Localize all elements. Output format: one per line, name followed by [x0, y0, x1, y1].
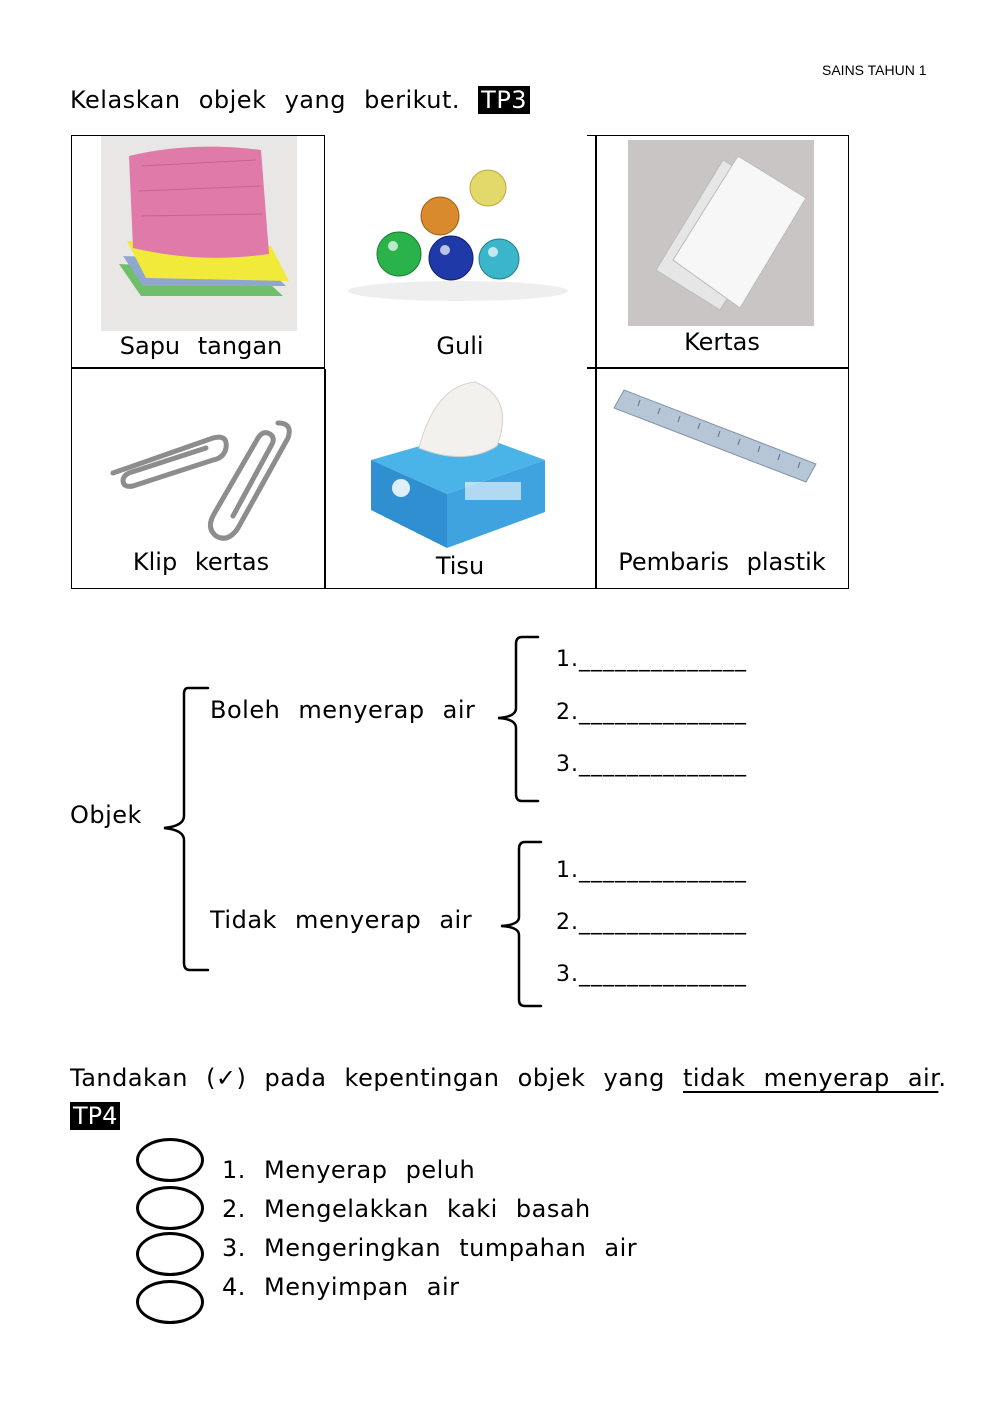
- object-grid: [71, 135, 849, 589]
- tick-bubble[interactable]: [136, 1186, 204, 1230]
- plastic-ruler-icon: [610, 382, 820, 492]
- instruction-tick: Tandakan (✓) pada kepentingan objek yang tidak menyerap air.: [70, 1064, 947, 1092]
- answer-blank[interactable]: 3.______________: [556, 962, 747, 987]
- lower-brace: [501, 842, 541, 1006]
- group-label-absorbs: Boleh menyerap air: [210, 696, 476, 724]
- instruction-classify: [70, 86, 530, 114]
- tp4-badge: TP4: [70, 1102, 120, 1130]
- object-label: Klip kertas: [132, 548, 270, 576]
- tp3-badge: TP3: [478, 86, 530, 114]
- object-cell-tissue: [325, 368, 595, 594]
- object-label: Guli: [436, 332, 484, 360]
- instruction-text: Kelaskan objek yang berikut.: [70, 86, 461, 114]
- object-cell-marbles: [325, 136, 595, 362]
- object-cell-handkerchief: [72, 136, 330, 362]
- object-label: Kertas: [684, 328, 760, 356]
- tick-bubble[interactable]: [136, 1232, 204, 1276]
- main-brace: [164, 688, 208, 970]
- object-label: Tisu: [435, 552, 485, 580]
- answer-blank[interactable]: 2.______________: [556, 700, 747, 725]
- handkerchief-stack-icon: [101, 136, 297, 331]
- classification-root: Objek: [70, 801, 142, 829]
- object-label: Pembaris plastik: [618, 548, 826, 576]
- classification-braces: [0, 620, 1000, 1020]
- paper-sheets-icon: [628, 140, 814, 326]
- object-cell-ruler: [596, 368, 848, 594]
- object-label: Sapu tangan: [119, 332, 283, 360]
- tp4-badge-wrap: [70, 1102, 120, 1130]
- option-item: 1. Menyerap peluh: [222, 1156, 476, 1184]
- answer-blank[interactable]: 3.______________: [556, 752, 747, 777]
- tissue-box-icon: [365, 376, 555, 548]
- tick-bubble[interactable]: [136, 1138, 204, 1182]
- group-label-not-absorbs: Tidak menyerap air: [210, 906, 473, 934]
- marbles-icon: [333, 156, 583, 306]
- instruction-emphasis: tidak menyerap air: [683, 1064, 939, 1092]
- upper-brace: [498, 637, 538, 801]
- object-cell-paper-clips: [72, 368, 330, 594]
- instruction-text: Tandakan (✓) pada kepentingan objek yang: [70, 1064, 665, 1092]
- paper-clips-icon: [88, 408, 308, 548]
- option-item: 2. Mengelakkan kaki basah: [222, 1195, 591, 1223]
- answer-blank[interactable]: 1.______________: [556, 647, 747, 672]
- option-item: 4. Menyimpan air: [222, 1273, 460, 1301]
- tick-bubble[interactable]: [136, 1280, 204, 1324]
- option-item: 3. Mengeringkan tumpahan air: [222, 1234, 638, 1262]
- subject-year-tag: SAINS TAHUN 1: [822, 62, 927, 78]
- answer-blank[interactable]: 2.______________: [556, 910, 747, 935]
- object-cell-paper: [596, 136, 848, 362]
- answer-blank[interactable]: 1.______________: [556, 858, 747, 883]
